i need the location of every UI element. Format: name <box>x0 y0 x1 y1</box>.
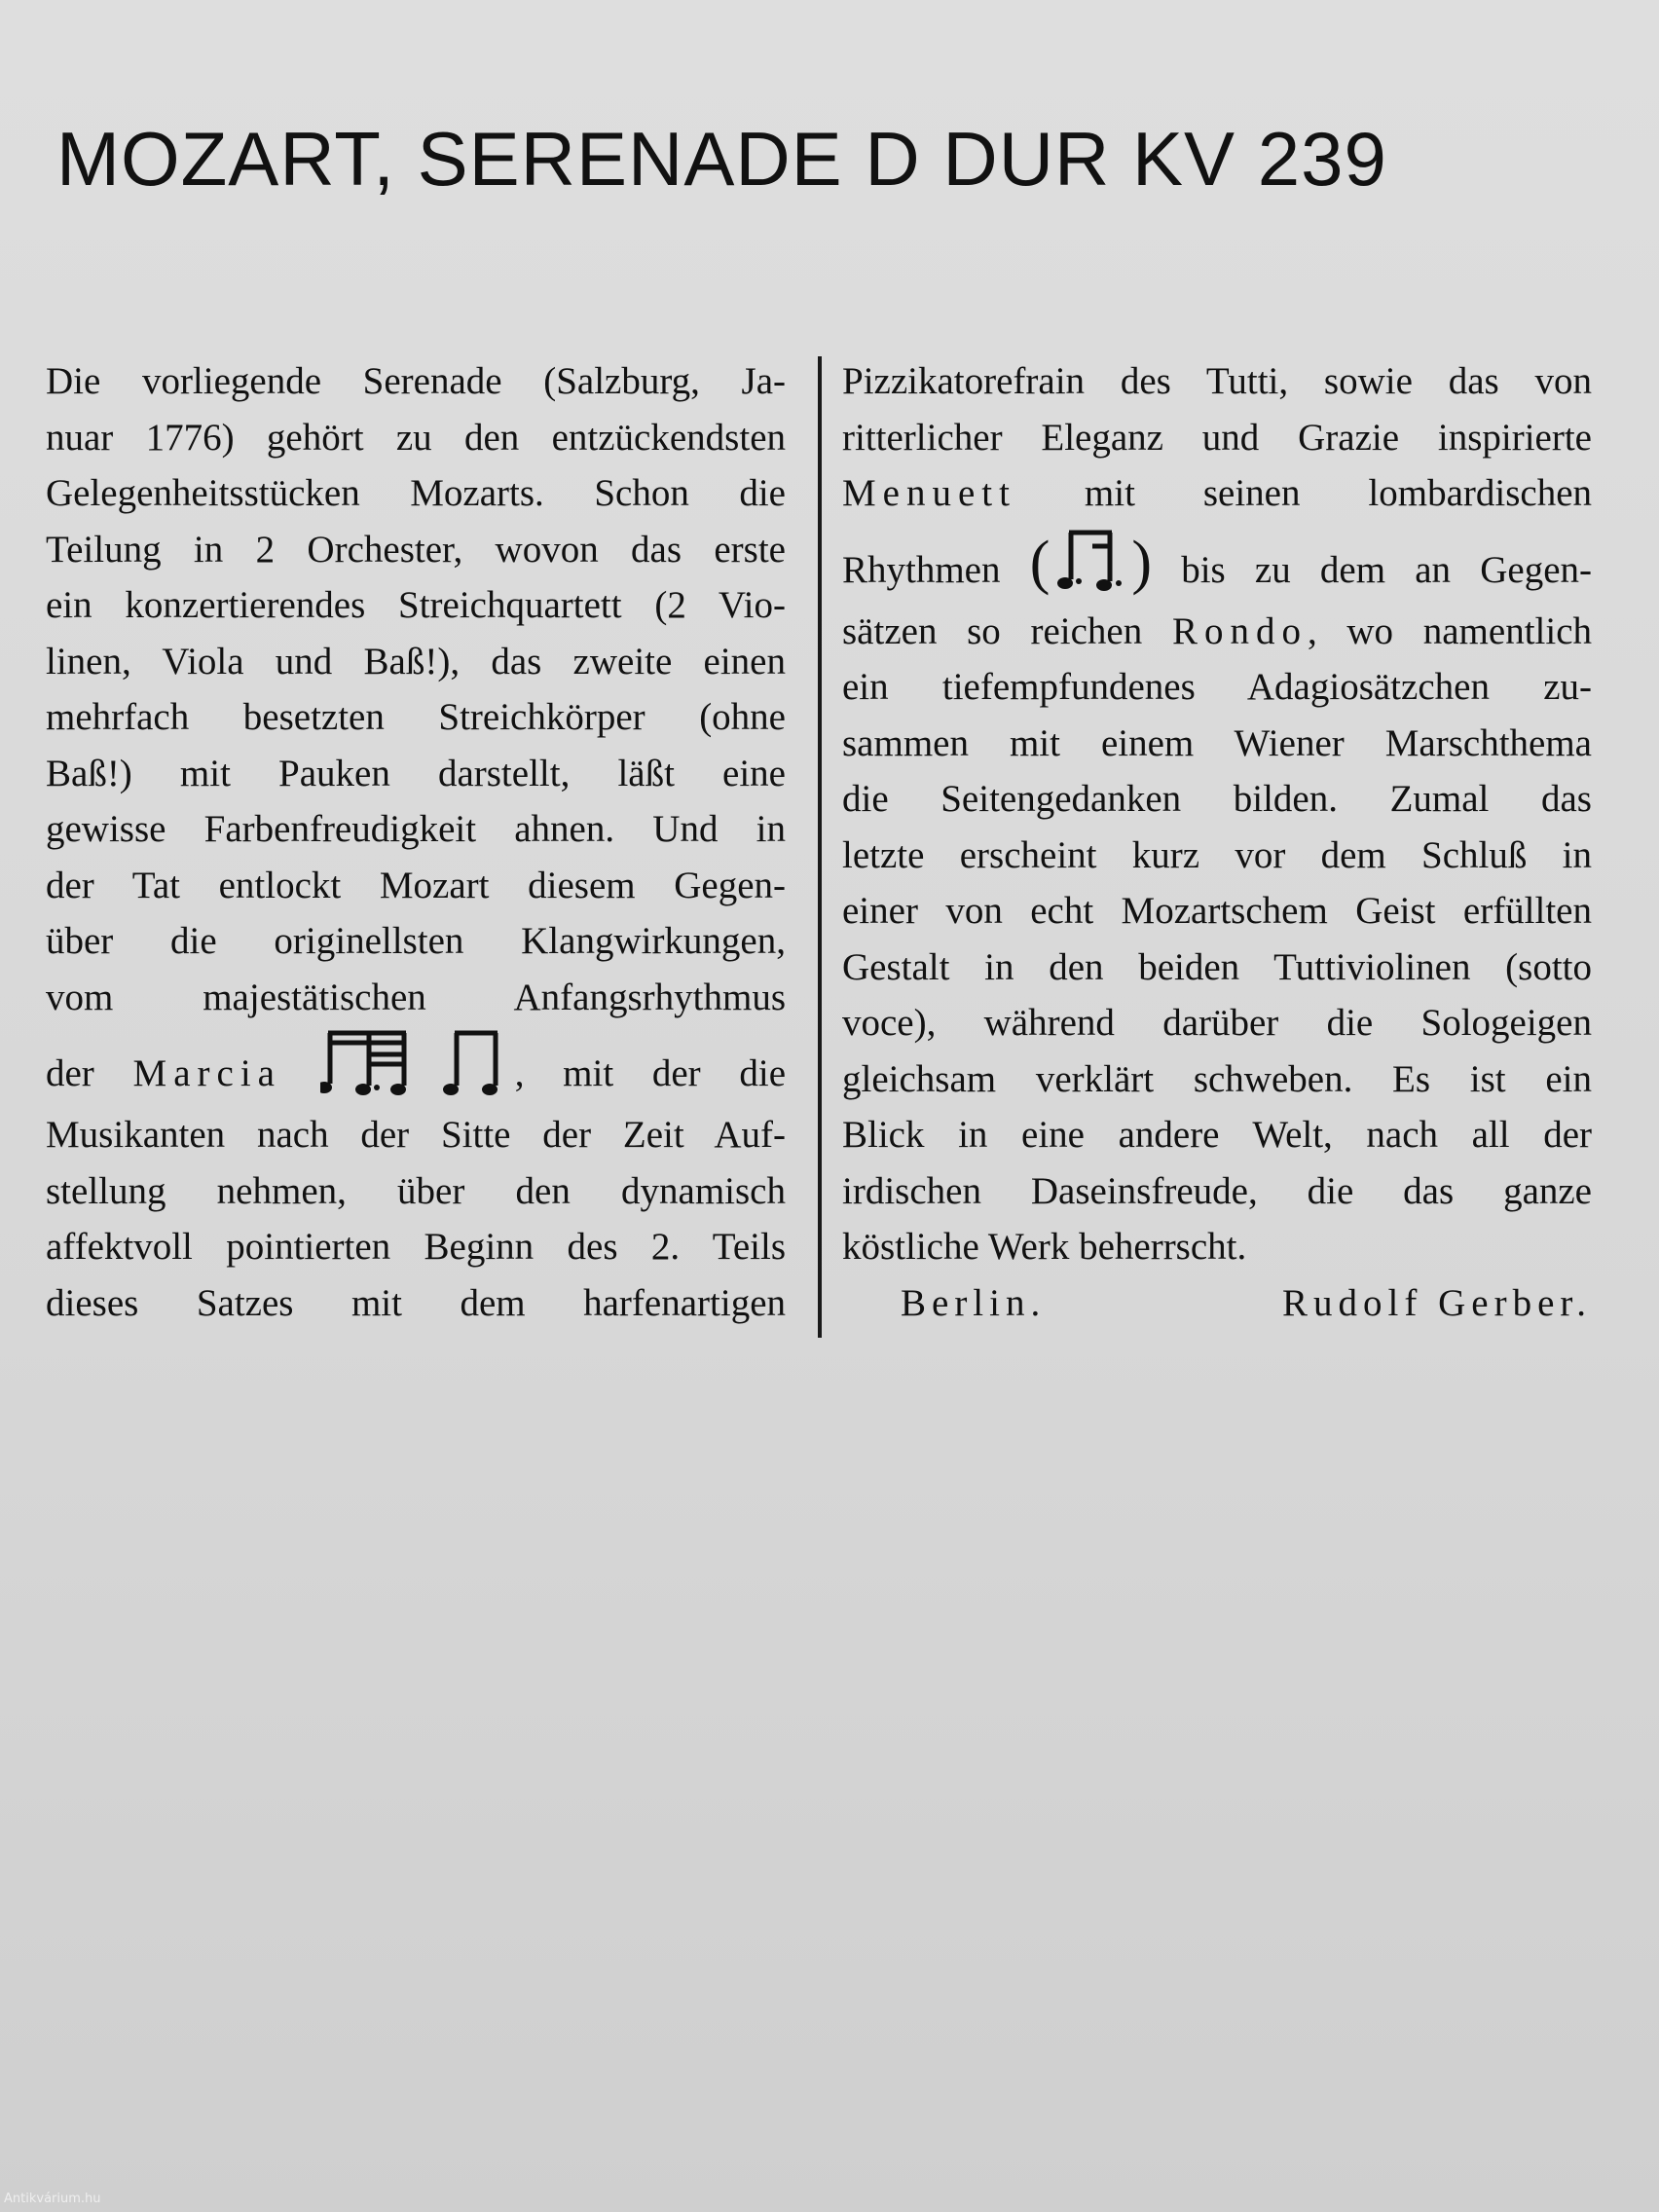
text-line: linen, Viola und Baß!), das zweite einen <box>46 640 786 682</box>
text-line: sammen mit einem Wiener Marschthema <box>842 721 1592 764</box>
text-line: Gelegenheitsstücken Mozarts. Schon die <box>46 472 786 514</box>
text-line: über die originellsten Klangwirkungen, <box>46 920 786 962</box>
text-line: voce), während darüber die Sologeigen <box>842 1002 1592 1044</box>
marcia-word: Marcia <box>132 1051 281 1094</box>
menuett-word: Menuett <box>842 472 1016 514</box>
rhythmen-line <box>842 522 1592 604</box>
text-line: Teilung in 2 Orchester, wovon das erste <box>46 528 786 571</box>
signature-author: Rudolf Gerber. <box>1282 1281 1592 1324</box>
text-line: Gestalt in den beiden Tuttiviolinen (sotto <box>842 945 1592 988</box>
text-line: gewisse Farbenfreudigkeit ahnen. Und in <box>46 808 786 850</box>
text-line: dieses Satzes mit dem harfenartigen <box>46 1281 786 1324</box>
signature <box>842 1275 1592 1332</box>
rondo-line <box>842 604 1592 660</box>
text-line: einer von echt Mozartschem Geist erfüllten <box>842 890 1592 932</box>
text-line: nuar 1776) gehört zu den entzückendsten <box>46 416 786 459</box>
signature-place: Berlin. <box>901 1281 1047 1324</box>
text-line: vom majestätischen Anfangsrhythmus <box>46 976 786 1018</box>
text-line: Pizzikatorefrain des Tutti, sowie das von <box>842 360 1592 402</box>
text-line: ritterlicher Eleganz und Grazie inspirierte <box>842 416 1592 459</box>
text-line: gleichsam verklärt schweben. Es ist ein <box>842 1057 1592 1100</box>
text-line: stellung nehmen, über den dynamisch <box>46 1169 786 1212</box>
rhythmen-before: Rhythmen <box>842 548 1001 591</box>
text-line: letzte erscheint kurz vor dem Schluß in <box>842 833 1592 876</box>
text-line: ein tiefempfundenes Adagiosätzchen zu- <box>842 666 1592 708</box>
text-line: die Seitengedanken bilden. Zumal das <box>842 778 1592 820</box>
close-parenthesis: ) <box>1131 529 1152 596</box>
text-line: Blick in eine andere Welt, nach all der <box>842 1114 1592 1156</box>
rondo-word: Rondo <box>1171 609 1308 652</box>
text-line: köstliche Werk beherrscht. <box>842 1226 1247 1268</box>
marcia-after: , mit der die <box>514 1051 787 1094</box>
menuett-line <box>842 465 1592 522</box>
right-column <box>842 353 1592 1331</box>
marcia-before: der <box>46 1051 94 1094</box>
open-parenthesis: ( <box>1029 529 1051 596</box>
text-line: mehrfach besetzten Streichkörper (ohne <box>46 696 786 738</box>
text-line: Die vorliegende Serenade (Salzburg, Ja- <box>46 360 786 402</box>
text-line: der Tat entlockt Mozart diesem Gegen- <box>46 864 786 906</box>
rhythmen-after: bis zu dem an Gegen- <box>1181 548 1592 591</box>
text-line: irdischen Daseinsfreude, die das ganze <box>842 1169 1592 1212</box>
marcia-line <box>46 1025 786 1107</box>
text-line: Baß!) mit Pauken darstellt, läßt eine <box>46 752 786 794</box>
left-column <box>46 353 786 1331</box>
rondo-before: sätzen so reichen <box>842 609 1143 652</box>
watermark: Antikvárium.hu <box>4 2192 101 2206</box>
rondo-after: , wo namentlich <box>1307 609 1593 652</box>
column-divider <box>818 356 822 1338</box>
text-line: ein konzertierendes Streichquartett (2 Vio- <box>46 584 786 626</box>
menuett-after: mit seinen lombardischen <box>1084 472 1593 514</box>
page-title: MOZART, SERENADE D DUR KV 239 <box>56 116 1387 202</box>
text-line: affektvoll pointierten Beginn des 2. Teils <box>46 1226 786 1268</box>
text-line: Musikanten nach der Sitte der Zeit Auf- <box>46 1114 786 1156</box>
